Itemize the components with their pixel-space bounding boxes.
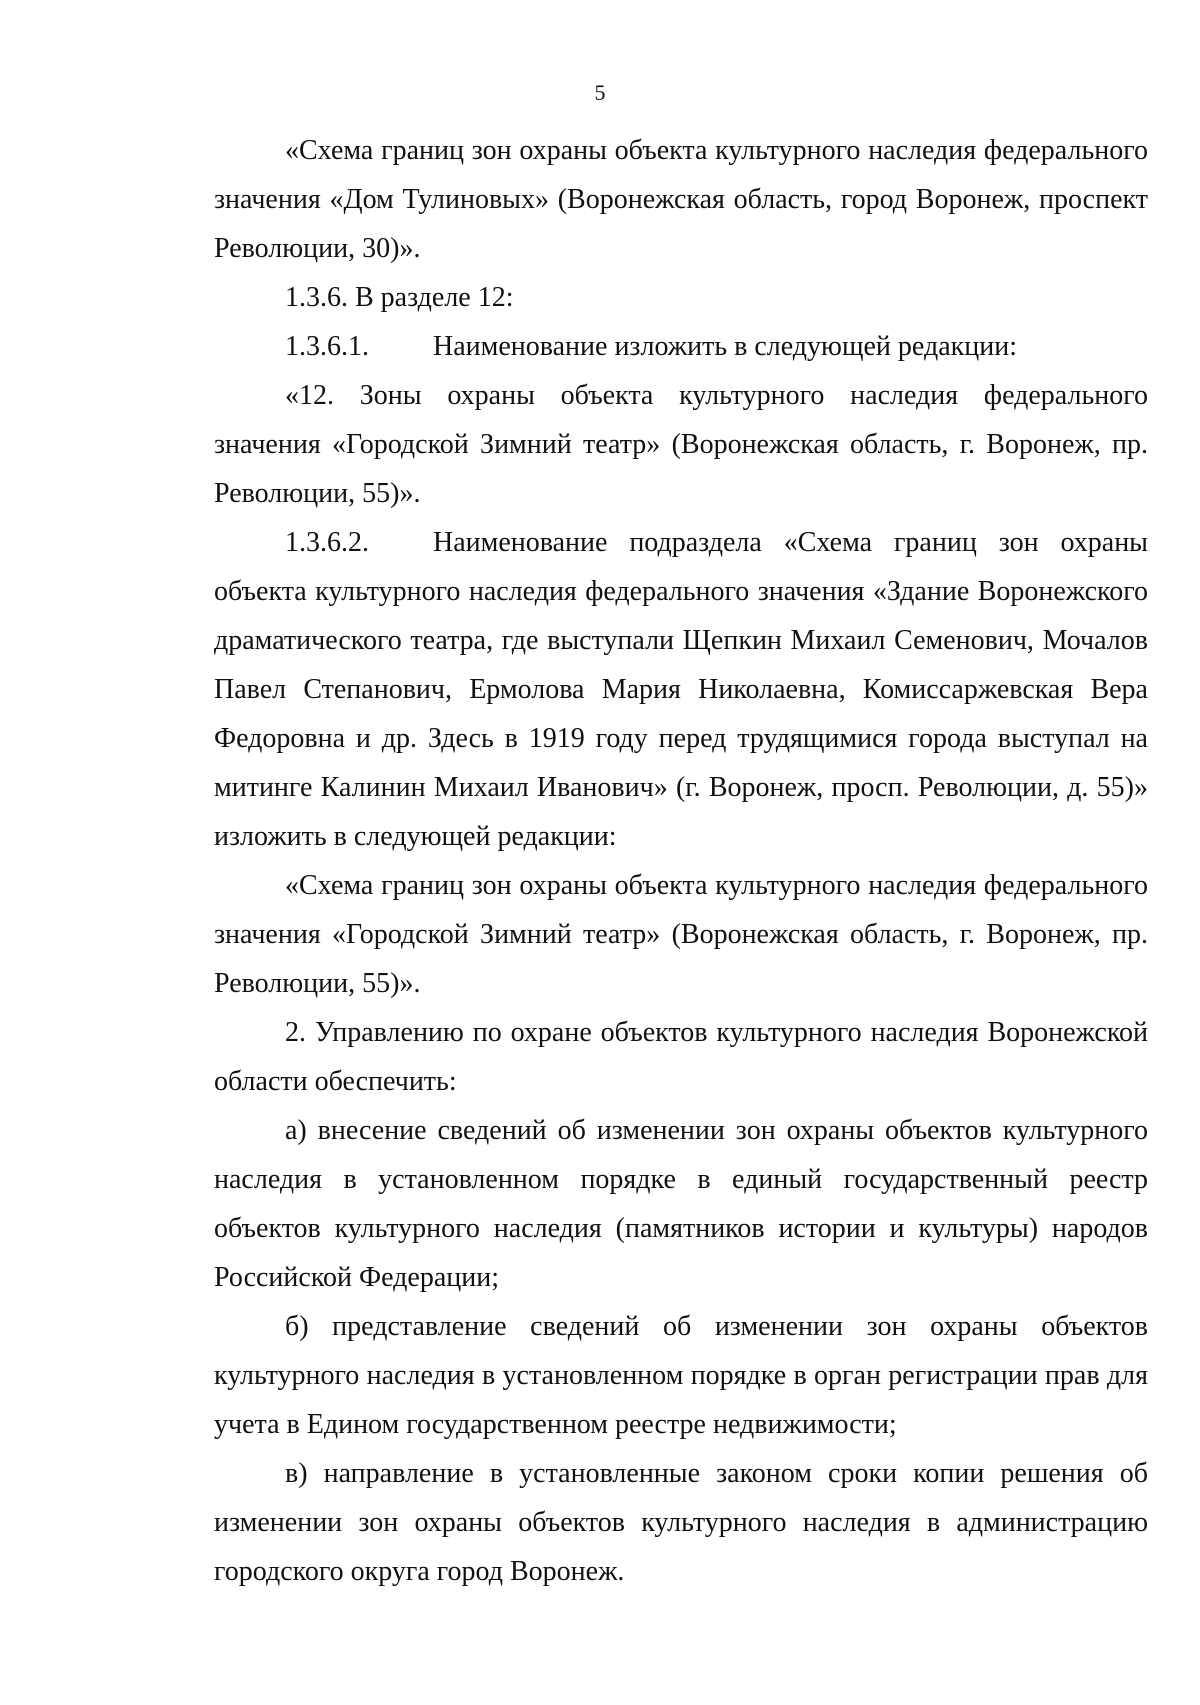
paragraph-1-3-6-1	[214, 322, 1148, 371]
paragraph-section-12-heading: 1.3.6. В разделе 12:	[285, 282, 514, 313]
page-number: 5	[594, 80, 606, 105]
clause-text: Наименование изложить в следующей редакции:	[433, 331, 1017, 362]
paragraph-1-3-6-2	[214, 518, 1148, 861]
document-body	[214, 126, 1148, 1596]
clause-lead-line	[214, 518, 1148, 567]
paragraph-schema-tulinov-house: «Схема границ зон охраны объекта культурного наследия федерального значения «Дом Тулиновых» (Воронежская область, город Воронеж, проспект Революции, 30)».	[214, 135, 1148, 264]
clause-lead-text: Наименование подраздела «Схема границ зон охраны	[433, 527, 1148, 558]
clause-number: 1.3.6.2.	[285, 527, 369, 558]
paragraph-item-a: а) внесение сведений об изменении зон охраны объектов культурного наследия в установленном порядке в единый государственный реестр объектов культурного наследия (памятников истории и культуры) народов Российской Федерации;	[214, 1115, 1148, 1293]
clause-number: 1.3.6.1.	[285, 331, 369, 362]
paragraph-schema-winter-theatre: «Схема границ зон охраны объекта культурного наследия федерального значения «Городской Зимний театр» (Воронежская область, г. Воронеж, пр. Революции, 55)».	[214, 870, 1148, 999]
paragraph-item-b: б) представление сведений об изменении зон охраны объектов культурного наследия в установленном порядке в орган регистрации прав для учета в Едином государственном реестре недвижимости;	[214, 1311, 1148, 1440]
paragraph-item-v: в) направление в установленные законом сроки копии решения об изменении зон охраны объектов культурного наследия в администрацию городского округа город Воронеж.	[214, 1458, 1148, 1587]
paragraph-item-2: 2. Управлению по охране объектов культурного наследия Воронежской области обеспечить:	[214, 1017, 1148, 1097]
clause-continuation-text: объекта культурного наследия федерального значения «Здание Воронежского драматического театра, где выступали Щепкин Михаил Семенович, Мочалов Павел Степанович, Ермолова Мария Николаевна, Комиссаржевская Вера Федоровна и др. Здесь в 1919 году перед трудящимися города выступал на митинге Калинин Михаил Иванович» (г. Воронеж, просп. Революции, д. 55)» изложить в следующей редакции:	[214, 576, 1148, 852]
paragraph-zones-winter-theatre: «12. Зоны охраны объекта культурного наследия федерального значения «Городской Зимний театр» (Воронежская область, г. Воронеж, пр. Революции, 55)».	[214, 380, 1148, 509]
